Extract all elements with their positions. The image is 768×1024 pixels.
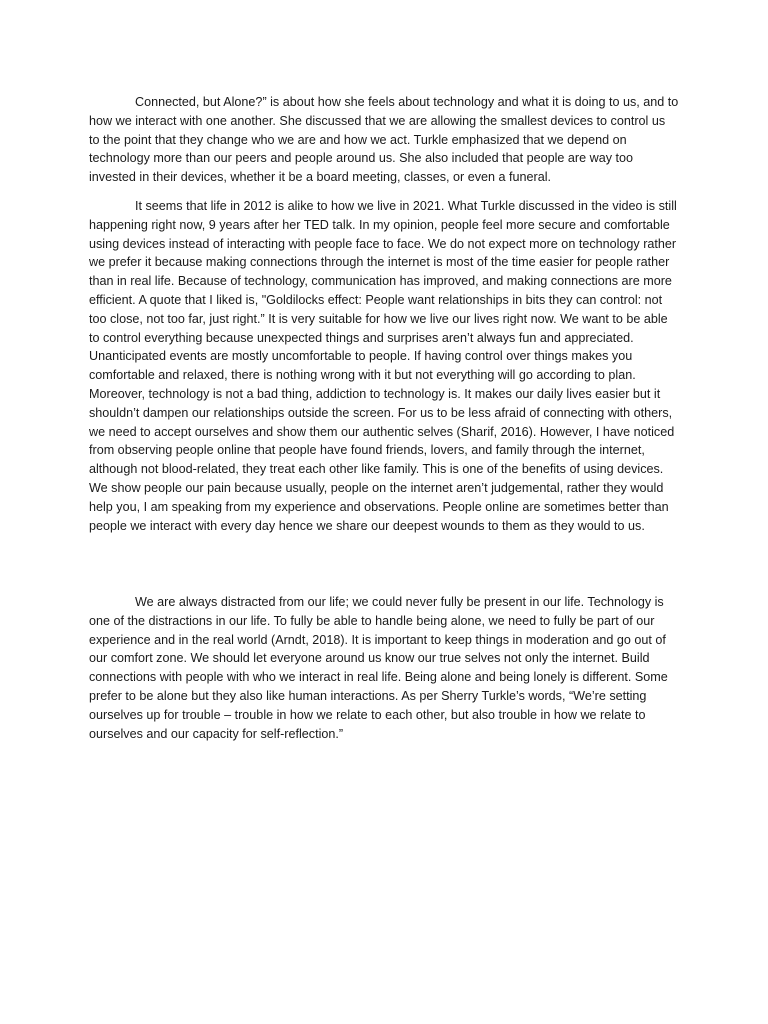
- paragraph-text: We are always distracted from our life; we could never fully be present in our life. Technology is one of the distractions in our life. To fully be able to handle being alone, we need to fully be part of our experience and in the real world (Arndt, 2018). It is important to keep things in moderation and go out of our comfort zone. We should let everyone around us know our true selves not only the internet. Build connections with people with who we interact in real life. Being alone and being lonely is different. Some prefer to be alone but they also like human interactions. As per Sherry Turkle’s words, “We’re setting ourselves up for trouble – trouble in how we relate to each other, but also trouble in how we relate to ourselves and our capacity for self-reflection.”: [89, 595, 668, 741]
- paragraph-text: It seems that life in 2012 is alike to how we live in 2021. What Turkle discussed in the video is still happening right now, 9 years after her TED talk. In my opinion, people feel more secure and comfortable using devices instead of interacting with people face to face. We do not expect more on technology rather we prefer it because making connections through the internet is most of the time easier for people rather than in real life. Because of technology, communication has improved, and making connections are more efficient. A quote that I liked is, "Goldilocks effect: People want relationships in bits they can control: not too close, not too far, just right.” It is very suitable for how we live our lives right now. We want to be able to control everything because unexpected things and surprises aren’t always fun and appreciated. Unanticipated events are mostly uncomfortable to people. If having control over things makes you comfortable and relaxed, there is nothing wrong with it but not everything will go according to plan. Moreover, technology is not a bad thing, addiction to technology is. It makes our daily lives easier but it shouldn’t dampen our relationships outside the screen. For us to be less afraid of connecting with others, we need to accept ourselves and show them our authentic selves (Sharif, 2016). However, I have noticed from observing people online that people have found friends, lovers, and family through the internet, although not blood-related, they treat each other like family. This is one of the benefits of using devices. We show people our pain because usually, people on the internet aren’t judgemental, rather they would help you, I am speaking from my experience and observations. People online are sometimes better than people we interact with every day hence we share our deepest wounds to them as they would to us.: [89, 199, 677, 533]
- paragraph-text: Connected, but Alone?” is about how she feels about technology and what it is doing to us, and to how we interact with one another. She discussed that we are allowing the smallest devices to control us to the point that they change who we are and how we act. Turkle emphasized that we depend on technology more than our peers and people around us. She also included that people are way too invested in their devices, whether it be a board meeting, classes, or even a funeral.: [89, 95, 679, 185]
- paragraph-2: [89, 197, 679, 535]
- paragraph-3: [89, 593, 679, 743]
- paragraph-1: [89, 93, 679, 187]
